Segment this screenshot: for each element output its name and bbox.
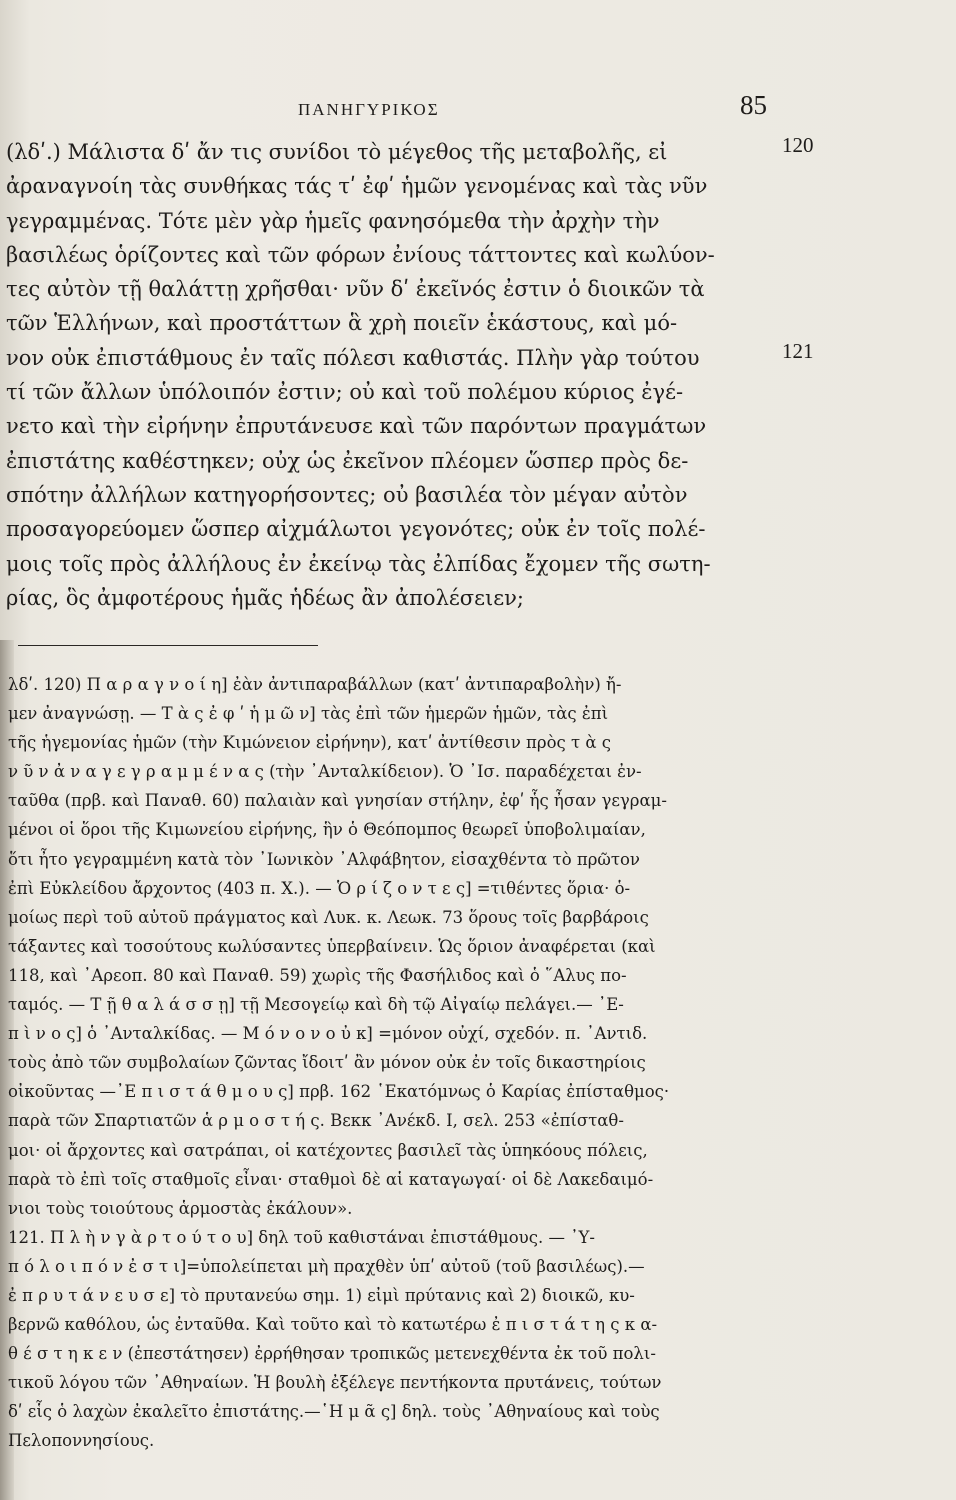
page-number: 85	[740, 90, 767, 120]
note-line	[8, 1456, 798, 1485]
note-line: ταμός. — Τ ῇ θ α λ ά σ σ ῃ] τῇ Μεσογείῳ καὶ δὴ τῷ Αἰγαίῳ πελάγει.— ᾿Ε-	[8, 995, 624, 1015]
note-line: μοίως περὶ τοῦ αὐτοῦ πράγματος καὶ Λυκ. κ. Λεωκ. 73 ὅρους τοῖς βαρβάροις	[8, 907, 649, 927]
main-text-line: ἀραναγνοίη τὰς συνθήκας τάς τʹ ἐφʹ ἡμῶν γενομένας καὶ τὰς νῦν	[6, 174, 708, 199]
commentary-notes	[8, 670, 798, 1485]
main-text-line: ρίας, ὃς ἀμφοτέρους ἡμᾶς ἡδέως ἂν ἀπολέσειεν;	[6, 585, 524, 610]
note-line: τικοῦ λόγου τῶν ᾿Αθηναίων. Ἡ βουλὴ ἐξέλεγε πεντήκοντα πρυτάνεις, τούτων	[8, 1373, 662, 1393]
note-line: ταῦθα (πρβ. καὶ Παναθ. 60) παλαιὰν καὶ γνησίαν στήλην, ἐφʹ ἧς ἦσαν γεγραμ-	[8, 791, 667, 811]
note-line: 118, καὶ ᾿Αρεοπ. 80 καὶ Παναθ. 59) χωρὶς τῆς Φασήλιδος καὶ ὁ ῞Αλυς πο-	[8, 965, 627, 985]
note-line: Πελοποννησίους.	[8, 1431, 155, 1451]
running-title: ΠΑΝΗΓΥΡΙΚΟΣ	[298, 100, 440, 119]
main-text-line: τες αὐτὸν τῇ θαλάττῃ χρῆσθαι· νῦν δʹ ἐκεῖνός ἐστιν ὁ διοικῶν τὰ	[6, 277, 705, 302]
main-text-line: τῶν Ἑλλήνων, καὶ προστάττων ἃ χρὴ ποιεῖν ἑκάστους, καὶ μό-	[6, 311, 678, 336]
main-text-line: τί τῶν ἄλλων ὑπόλοιπόν ἐστιν; οὐ καὶ τοῦ πολέμου κύριος ἐγέ-	[6, 380, 684, 405]
footnote-rule	[18, 645, 318, 646]
note-line: π ὶ ν ο ς] ὁ ᾿Ανταλκίδας. — Μ ό ν ο ν ο ὐ κ] =μόνον οὐχί, σχεδόν. π. ᾿Αντιδ.	[8, 1024, 648, 1044]
main-text-line: προσαγορεύομεν ὥσπερ αἰχμάλωτοι γεγονότες; οὐκ ἐν τοῖς πολέ-	[6, 517, 706, 542]
main-text-block	[6, 135, 796, 615]
note-line: μένοι οἱ ὅροι τῆς Κιμωνείου εἰρήνης, ἣν ὁ Θεόπομπος θεωρεῖ ὑποβολιμαίαν,	[8, 820, 646, 840]
note-line: ν ῦ ν ἀ ν α γ ε γ ρ α μ μ έ ν α ς (τὴν ᾿Ανταλκίδειον). Ὁ ᾿Ισ. παραδέχεται ἐν-	[8, 762, 642, 782]
note-line: νιοι τοὺς τοιούτους ἁρμοστὰς ἐκάλουν».	[8, 1198, 353, 1218]
margin-section-number: 121	[782, 339, 814, 363]
main-text-line: βασιλέως ὁρίζοντες καὶ τῶν φόρων ἐνίους τάττοντες καὶ κωλύον-	[6, 242, 715, 267]
page-header	[0, 88, 956, 128]
note-line: μοι· οἱ ἄρχοντες καὶ σατράπαι, οἱ κατέχοντες βασιλεῖ τὰς ὑπηκόους πόλεις,	[8, 1140, 648, 1160]
note-line: τάξαντες καὶ τοσούτους κωλύσαντες ὑπερβαίνειν. Ὡς ὅριον ἀναφέρεται (καὶ	[8, 936, 656, 956]
margin-section-number: 120	[782, 133, 814, 157]
main-text-line: νετο καὶ τὴν εἰρήνην ἐπρυτάνευσε καὶ τῶν παρόντων πραγμάτων	[6, 414, 707, 439]
note-line: ἐπὶ Εὐκλείδου ἄρχοντος (403 π. Χ.). — Ὁ ρ ί ζ ο ν τ ε ς] =τιθέντες ὅρια· ὁ-	[8, 878, 631, 898]
note-line: θ έ σ τ η κ ε ν (ἐπεστάτησεν) ἐρρήθησαν τροπικῶς μετενεχθέντα ἐκ τοῦ πολι-	[8, 1344, 656, 1364]
note-line: βερνῶ καθόλου, ὡς ἐνταῦθα. Καὶ τοῦτο καὶ τὸ κατωτέρω ἐ π ι σ τ ά τ η ς κ α-	[8, 1315, 658, 1335]
main-text-line: (λδʹ.) Μάλιστα δʹ ἄν τις συνίδοι τὸ μέγεθος τῆς μεταβολῆς, εἰ	[6, 140, 668, 164]
main-text-line: σπότην ἀλλήλων κατηγορήσοντες; οὐ βασιλέα τὸν μέγαν αὐτὸν	[6, 482, 688, 507]
note-line: ὅτι ἦτο γεγραμμένη κατὰ τὸν ᾿Ιωνικὸν ᾿Αλφάβητον, εἰσαχθέντα τὸ πρῶτον	[8, 849, 640, 869]
note-line: οἰκοῦντας —᾿Ε π ι σ τ ά θ μ ο υ ς] πρβ. 162 ῾Εκατόμνως ὁ Καρίας ἐπίσταθμος·	[8, 1082, 670, 1102]
note-line: τῆς ἡγεμονίας ἡμῶν (τὴν Κιμώνειον εἰρήνην), κατʹ ἀντίθεσιν πρὸς τ ὰ ς	[8, 733, 611, 753]
note-line: παρὰ τὸ ἐπὶ τοῖς σταθμοῖς εἶναι· σταθμοὶ δὲ αἱ καταγωγαί· οἱ δὲ Λακεδαιμό-	[8, 1169, 654, 1189]
note-line: π ό λ ο ι π ό ν ἐ σ τ ι]=ὑπολείπεται μὴ πραχθὲν ὑπʹ αὐτοῦ (τοῦ βασιλέως).—	[8, 1256, 645, 1276]
note-line: παρὰ τῶν Σπαρτιατῶν ἁ ρ μ ο σ τ ή ς. Βεκκ ᾿Ανέκδ. Ι, σελ. 253 «ἐπίσταθ-	[8, 1111, 624, 1131]
main-text-line: γεγραμμένας. Τότε μὲν γὰρ ἡμεῖς φανησόμεθα τὴν ἀρχὴν τὴν	[6, 208, 660, 233]
main-text-line: μοις τοῖς πρὸς ἀλλήλους ἐν ἐκείνῳ τὰς ἐλπίδας ἔχομεν τῆς σωτη-	[6, 551, 711, 576]
note-line: τοὺς ἀπὸ τῶν συμβολαίων ζῶντας ἴδοιτʹ ἂν μόνον οὐκ ἐν τοῖς δικαστηρίοις	[8, 1053, 646, 1073]
main-text-line: νον οὐκ ἐπιστάθμους ἐν ταῖς πόλεσι καθιστάς. Πλὴν γὰρ τούτου	[6, 345, 700, 370]
note-line: δʹ εἷς ὁ λαχὼν ἐκαλεῖτο ἐπιστάτης.—῾Η μ ᾶ ς] δηλ. τοὺς ᾿Αθηναίους καὶ τοὺς	[8, 1402, 660, 1422]
note-line: λδʹ. 120) Π α ρ α γ ν ο ί η] ἐὰν ἀντιπαραβάλλων (κατʹ ἀντιπαραβολὴν) ἤ-	[8, 675, 622, 694]
note-line: μεν ἀναγνώσῃ. — Τ ὰ ς ἐ φ ʹ ἡ μ ῶ ν] τὰς ἐπὶ τῶν ἡμερῶν ἡμῶν, τὰς ἐπὶ	[8, 704, 609, 724]
note-line: 121. Π λ ὴ ν γ ὰ ρ τ ο ύ τ ο υ] δηλ τοῦ καθιστάναι ἐπιστάθμους. — ᾿Υ-	[8, 1227, 595, 1247]
note-line: ἐ π ρ υ τ ά ν ε υ σ ε] τὸ πρυτανεύω σημ. 1) εἰμὶ πρύτανις καὶ 2) διοικῶ, κυ-	[8, 1285, 635, 1305]
main-text-line: ἐπιστάτης καθέστηκεν; οὐχ ὡς ἐκεῖνον πλέομεν ὥσπερ πρὸς δε-	[6, 448, 689, 473]
